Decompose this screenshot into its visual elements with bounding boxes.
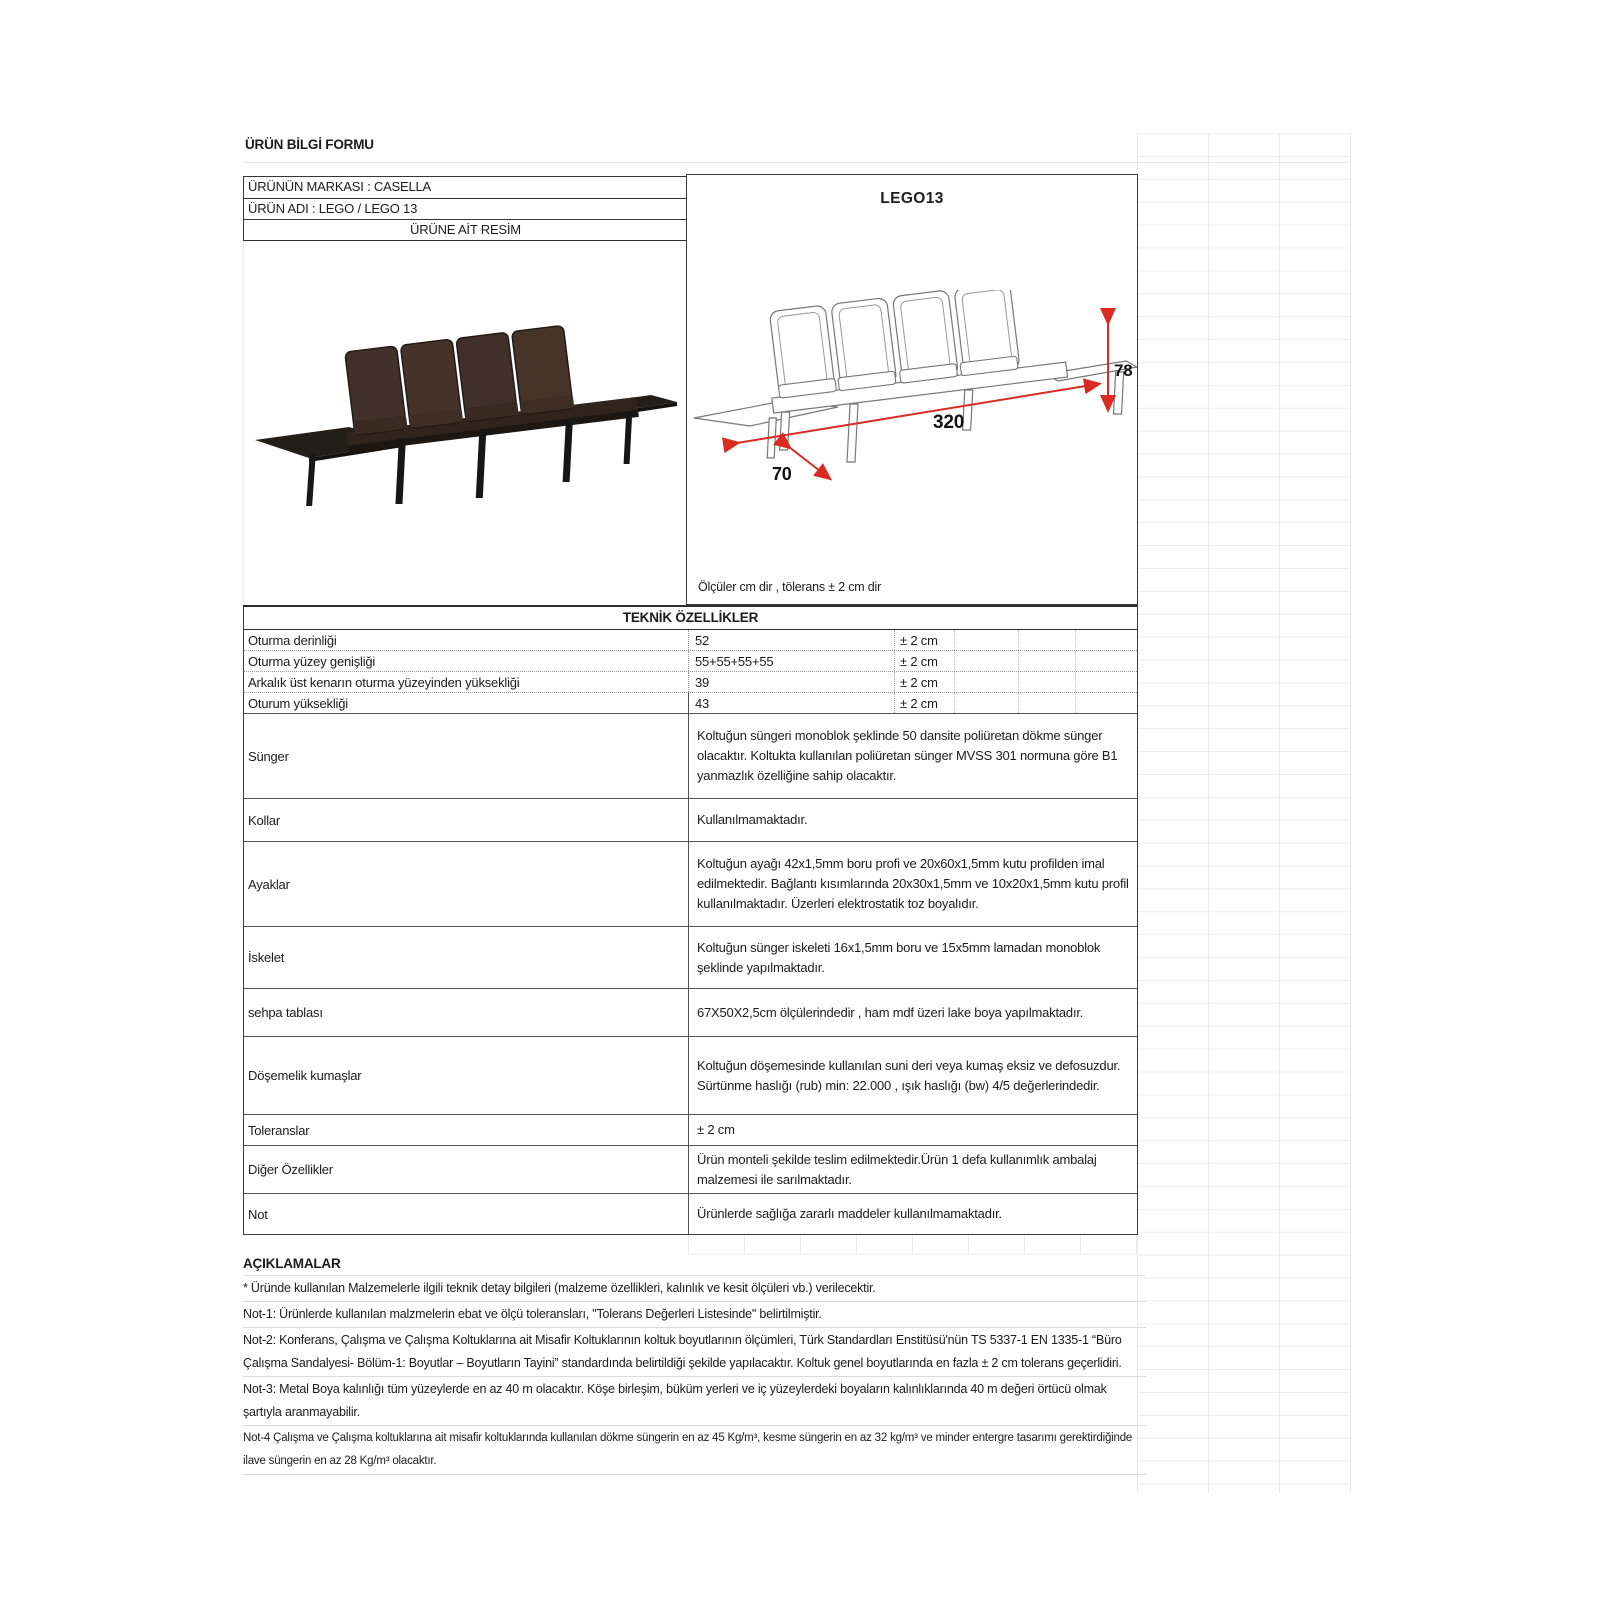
technical-drawing (688, 290, 1137, 500)
sketch-leg (847, 404, 858, 462)
sketch-backrest-inner (900, 297, 951, 376)
sketch-backrest-inner (777, 312, 828, 391)
spec-table-header: TEKNİK ÖZELLİKLER (244, 607, 1137, 630)
empty-cell (954, 693, 1018, 713)
product-name-row: ÜRÜN ADI : LEGO / LEGO 13 (243, 198, 688, 220)
spec-row (244, 799, 1137, 842)
empty-cell (1075, 693, 1137, 713)
empty-cell (1075, 651, 1137, 671)
photo-leg (476, 432, 486, 498)
spec-label: Döşemelik kumaşlar (244, 1037, 689, 1114)
spec-label: Sünger (244, 714, 689, 798)
explanation-item: Not-3: Metal Boya kalınlığı tüm yüzeylerde en az 40 m olacaktır. Köşe birleşim, büküm yerleri ve iç yüzeylerdeki boyaların kalınlıklarında 40 m değeri örtücü olmak şartıyla aranmayabilir. (243, 1377, 1146, 1426)
spec-row (244, 927, 1137, 989)
spec-label: Oturma derinliği (244, 630, 689, 650)
form-title: ÜRÜN BİLGİ FORMU (245, 137, 374, 152)
photo-left-table-leg (306, 454, 316, 506)
sketch-leg (780, 412, 790, 450)
depth-dimension-label: 70 (772, 464, 792, 484)
spec-tolerance: ± 2 cm (894, 651, 954, 671)
width-dimension-label: 320 (933, 412, 965, 433)
spec-value: 39 (695, 674, 710, 690)
spec-row (244, 630, 1137, 651)
spec-tolerance: ± 2 cm (894, 672, 954, 692)
spreadsheet-col-line (243, 241, 244, 605)
spec-label: Arkalık üst kenarın oturma yüzeyinden yüksekliği (244, 672, 689, 692)
photo-bench (337, 322, 639, 452)
spec-value: Koltuğun döşemesinde kullanılan suni deri veya kumaş eksiz ve defosuzdur. Sürtünme haslığı (rub) min: 22.000 , ışık haslığı (bw) 4/5 değerlerindedir. (697, 1057, 1121, 1093)
spec-value: Koltuğun ayağı 42x1,5mm boru profi ve 20x60x1,5mm kutu profilden imal edilmektedir. Bağlantı kısımlarında 20x30x1,5mm ve 10x20x1,5mm kutu profil kullanılmaktadır. Üzerleri elektrostatik toz boyalıdır. (697, 856, 1129, 911)
empty-cell (1018, 651, 1075, 671)
brand-row: ÜRÜNÜN MARKASI : CASELLA (243, 176, 688, 198)
spec-value: Ürünlerde sağlığa zararlı maddeler kullanılmamaktadır. (697, 1206, 1002, 1221)
explanations-header: AÇIKLAMALAR (243, 1252, 1146, 1276)
explanation-item: * Üründe kullanılan Malzemelerle ilgili teknik detay bilgileri (malzeme özellikleri, kalınlık ve kesit ölçüleri vb.) verilecektir. (243, 1276, 1146, 1302)
product-photo (253, 322, 677, 508)
spec-value: ± 2 cm (697, 1122, 735, 1137)
spec-label: Oturum yüksekliği (244, 693, 689, 713)
empty-cell (1018, 630, 1075, 650)
spec-row (244, 651, 1137, 672)
spec-label: İskelet (244, 927, 689, 988)
spec-row (244, 842, 1137, 927)
height-dimension-label: 78 (1114, 361, 1133, 380)
spec-value: Kullanılmamaktadır. (697, 812, 808, 827)
spreadsheet-row-line (243, 162, 1350, 163)
sketch-backrest-inner (962, 290, 1013, 368)
spec-label: Kollar (244, 799, 689, 841)
spec-row (244, 1037, 1137, 1115)
spec-value: 52 (695, 632, 710, 648)
spec-value: Koltuğun sünger iskeleti 16x1,5mm boru ve 15x5mm lamadan monoblok şeklinde yapılmaktadır. (697, 939, 1101, 975)
spec-row (244, 989, 1137, 1037)
empty-cell (1075, 630, 1137, 650)
drawing-title: LEGO13 (880, 190, 944, 207)
spec-table (243, 605, 1138, 1235)
depth-dimension-arrow (789, 447, 829, 478)
sketch-bench (761, 290, 1067, 413)
spec-label: Ayaklar (244, 842, 689, 926)
spec-row (244, 672, 1137, 693)
photo-leg (563, 420, 573, 482)
image-section-header: ÜRÜNE AİT RESİM (243, 220, 688, 241)
spec-row (244, 714, 1137, 799)
spec-label: sehpa tablası (244, 989, 689, 1036)
empty-cell (954, 651, 1018, 671)
empty-cell (954, 630, 1018, 650)
drawing-measure-note: Ölçüler cm dir , tölerans ± 2 cm dir (698, 580, 882, 594)
sketch-backrest-inner (839, 304, 890, 383)
spec-tolerance: ± 2 cm (894, 693, 954, 713)
spec-label: Not (244, 1194, 689, 1234)
spec-value: Ürün monteli şekilde teslim edilmektedir.Ürün 1 defa kullanımlık ambalaj malzemesi ile sarılmaktadır. (697, 1151, 1097, 1187)
spreadsheet-grid-right (1137, 133, 1351, 1493)
spec-value: 67X50X2,5cm ölçülerindedir , ham mdf üzeri lake boya yapılmaktadır. (697, 1004, 1084, 1020)
spec-row (244, 693, 1137, 714)
spec-label: Toleranslar (244, 1115, 689, 1145)
spec-label: Diğer Özellikler (244, 1146, 689, 1193)
explanation-item: Not-4 Çalışma ve Çalışma koltuklarına ait misafir koltuklarında kullanılan dökme süngerin en az 45 Kg/m³, kesme süngerin en az 32 kg/m³ ve minder entergre tasarımı gerektirdiğinde ilave süngerin en az 28 Kg/m³ olacaktır. (243, 1426, 1146, 1475)
photo-leg (624, 412, 633, 464)
spec-row (244, 1146, 1137, 1194)
explanation-item: Not-2: Konferans, Çalışma ve Çalışma Koltuklarına ait Misafir Koltuklarının koltuk boyutlarının ölçümleri, Türk Standardları Enstitüsü'nün TS 5337-1 EN 1335-1 “Büro Çalışma Sandalyesi- Bölüm-1: Boyutlar – Boyutların Tayini” standardında belirtildiği şekilde yapılacaktır. Koltuk genel boyutlarında en fazla ± 2 cm tolerans geçerlidiri. (243, 1328, 1146, 1377)
empty-cell (1075, 672, 1137, 692)
explanation-item: Not-1: Ürünlerde kullanılan malzmelerin ebat ve ölçü toleransları, "Tolerans Değerleri Listesinde" belirtilmiştir. (243, 1302, 1146, 1328)
spec-value: 43 (695, 695, 710, 711)
spec-value: 55+55+55+55 (695, 653, 774, 669)
spec-value: Koltuğun süngeri monoblok şeklinde 50 dansite poliüretan dökme sünger olacaktır. Koltukta kullanılan poliüretan sünger MVSS 301 normuna göre B1 yanmazlık özelliğine sahip olacaktır. (697, 728, 1118, 783)
spec-label: Oturma yüzey genişliği (244, 651, 689, 671)
empty-cell (954, 672, 1018, 692)
explanations-section (243, 1252, 1146, 1475)
empty-cell (1018, 693, 1075, 713)
sketch-leg (963, 390, 973, 430)
spec-row (244, 1194, 1137, 1234)
spec-tolerance: ± 2 cm (894, 630, 954, 650)
empty-cell (1018, 672, 1075, 692)
spec-row (244, 1115, 1137, 1146)
